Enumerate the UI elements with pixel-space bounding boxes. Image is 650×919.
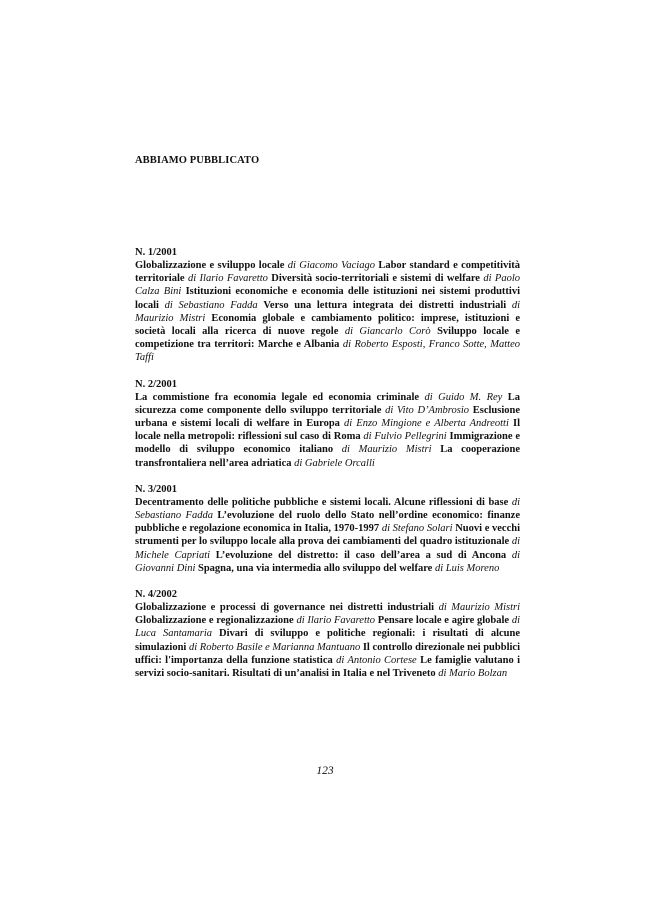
article-title: Istituzioni economiche e economia delle istituzioni nei sistemi produttivi locali: [135, 286, 520, 311]
article-title: L’evoluzione del ruolo dello Stato nell’ordine economico: finanze pubbliche e regolazione economica in Italia, 1970-1997: [135, 510, 520, 535]
article-title: Diversità socio-territoriali e sistemi di welfare: [271, 273, 480, 285]
issue-number: N. 3/2001: [135, 483, 177, 495]
issue-contents: [135, 391, 520, 470]
article-author: di Gabriele Orcalli: [294, 457, 375, 469]
article-author: di Fulvio Pellegrini: [363, 431, 447, 443]
article-title: Esclusione urbana e sistemi locali di welfare in Europa: [135, 404, 520, 430]
article-author: di Giacomo Vaciago: [287, 260, 375, 271]
article-title: Le famiglie valutano i servizi socio-sanitari. Risultati di un’analisi in Italia e nel Triveneto: [135, 654, 520, 680]
article-title: Verso una lettura integrata dei distretti industriali: [263, 299, 507, 311]
article-title: Il locale nella metropoli: riflessioni sul caso di Roma: [135, 418, 521, 443]
article-author: di Paolo Calza Bini: [135, 273, 521, 298]
page-number: 123: [316, 765, 334, 777]
article-author: di Luca Santamaria: [135, 615, 521, 640]
page-heading: ABBIAMO PUBBLICATO: [135, 155, 260, 166]
article-title: La cooperazione transfrontaliera nell’area adriatica: [135, 444, 521, 469]
article-title: Sviluppo locale e competizione tra territori: Marche e Albania: [135, 326, 521, 351]
article-title: Il controllo direzionale nei pubblici uffici: l'importanza della funzione statistica: [135, 641, 520, 666]
issue-list: [135, 246, 520, 693]
article-author: di Guido M. Rey: [424, 391, 503, 403]
issue-section: [135, 588, 520, 680]
issue-number: N. 4/2002: [135, 589, 177, 601]
article-author: di Roberto Esposti, Franco Sotte, Matteo Taffi: [135, 339, 521, 364]
article-author: di Enzo Mingione e Alberta Andreotti: [344, 418, 509, 430]
article-author: di Ilario Favaretto: [187, 273, 268, 285]
issue-number: N. 2/2001: [135, 378, 177, 390]
article-title: Globalizzazione e regionalizzazione: [135, 615, 294, 627]
issue-section: [135, 246, 520, 365]
article-author: di Sebastiano Fadda: [135, 496, 520, 522]
article-title: Labor standard e competitività territoriale: [135, 260, 520, 285]
article-author: di Giancarlo Corò: [344, 326, 431, 338]
issue-contents: [135, 601, 520, 680]
article-author: di Ilario Favaretto: [296, 615, 376, 627]
issue-section: [135, 378, 520, 470]
article-author: di Stefano Solari: [381, 523, 453, 535]
article-author: di Maurizio Mistri: [341, 444, 432, 456]
article-title: Immigrazione e modello di sviluppo economico italiano: [135, 431, 520, 456]
article-title: Globalizzazione e sviluppo locale: [135, 260, 285, 271]
article-title: La sicurezza come componente dello sviluppo territoriale: [135, 391, 521, 416]
article-author: di Maurizio Mistri: [438, 602, 520, 614]
article-author: di Mario Bolzan: [438, 668, 508, 680]
article-author: di Giovanni Dini: [135, 549, 520, 574]
issue-contents: [135, 496, 520, 575]
article-author: di Sebastiano Fadda: [164, 299, 258, 311]
article-title: Globalizzazione e processi di governance nei distretti industriali: [135, 602, 435, 614]
article-title: Economia globale e cambiamento politico: imprese, istituzioni e società locali alla ricerca di nuove regole: [135, 312, 520, 338]
article-title: L’evoluzione del distretto: il caso dell’area a sud di Ancona: [215, 549, 507, 561]
issue-section: [135, 483, 520, 575]
article-title: Decentramento delle politiche pubbliche e sistemi locali. Alcune riflessioni di base: [135, 496, 509, 508]
article-author: di Vito D’Ambrosio: [385, 404, 470, 416]
article-author: di Antonio Cortese: [336, 654, 417, 666]
article-title: Divari di sviluppo e politiche regionali: i risultati di alcune simulazioni: [135, 628, 520, 653]
article-author: di Maurizio Mistri: [135, 299, 521, 324]
article-author: di Roberto Basile e Marianna Mantuano: [188, 641, 361, 653]
issue-contents: [135, 259, 520, 365]
issue-number: N. 1/2001: [135, 247, 177, 258]
article-title: La commistione fra economia legale ed economia criminale: [135, 391, 420, 403]
article-title: Pensare locale e agire globale: [377, 615, 510, 627]
article-author: di Michele Capriati: [135, 536, 520, 561]
article-author: di Luis Moreno: [434, 562, 500, 574]
article-title: Nuovi e vecchi strumenti per lo sviluppo locale alla prova dei cambiamenti del quadro istituzionale: [135, 523, 521, 548]
article-title: Spagna, una via intermedia allo sviluppo del welfare: [198, 562, 433, 574]
